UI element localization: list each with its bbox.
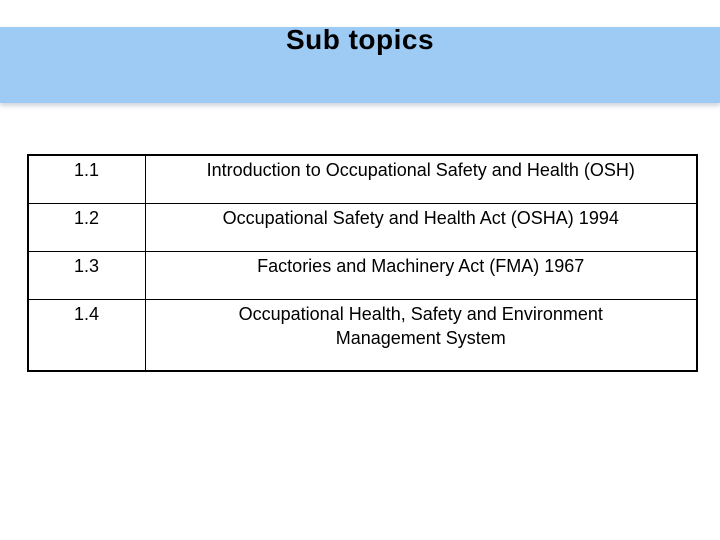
topic-label: Factories and Machinery Act (FMA) 1967 bbox=[145, 251, 697, 299]
topic-number: 1.1 bbox=[28, 155, 145, 203]
topic-label-line-1: Occupational Health, Safety and Environment bbox=[238, 303, 603, 324]
topic-label-line-2: Management System bbox=[335, 327, 506, 348]
table-row bbox=[28, 203, 697, 251]
slide-title: Sub topics bbox=[285, 24, 435, 55]
topic-label: Occupational Safety and Health Act (OSHA) 1994 bbox=[145, 203, 697, 251]
table-row bbox=[28, 299, 697, 371]
topic-number: 1.3 bbox=[28, 251, 145, 299]
topic-label bbox=[145, 299, 697, 371]
topic-number: 1.2 bbox=[28, 203, 145, 251]
topic-label: Introduction to Occupational Safety and Health (OSH) bbox=[145, 155, 697, 203]
table-row bbox=[28, 251, 697, 299]
subtopics-table bbox=[27, 154, 698, 372]
table-row bbox=[28, 155, 697, 203]
topic-number: 1.4 bbox=[28, 299, 145, 371]
